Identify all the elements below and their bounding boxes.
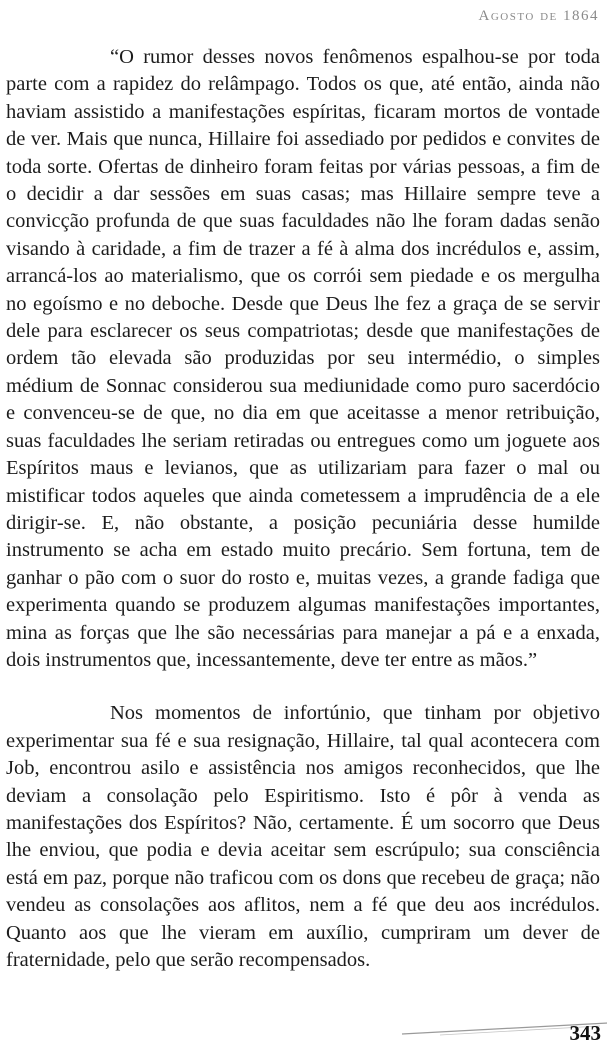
body-paragraph-quote: “O rumor desses novos fenômenos espalhou-se por toda parte com a rapidez do relâmpago. Todos os que, até então, ainda não haviam assistido a manifestações espíritas, ficaram mortos de vontade de ver. Mais que nunca, Hillaire foi assediado por pedidos e convites de toda sorte. Ofertas de dinheiro foram feitas por várias pessoas, a fim de o decidir a dar sessões em suas casas; mas Hillaire sempre teve a convicção profunda de que suas faculdades não lhe foram dadas senão visando à caridade, a fim de trazer a fé à alma dos incrédulos e, assim, arrancá-los ao materialismo, que os corrói sem piedade e os mergulha no egoísmo e no deboche. Desde que Deus lhe fez a graça de se servir dele para esclarecer os seus compatriotas; desde que manifestações de ordem tão elevada são produzidas por seu intermédio, o simples médium de Sonnac considerou sua mediunidade como puro sacerdócio e convenceu-se de que, no dia em que aceitasse a menor retribuição, suas faculdades lhe seriam retiradas ou entregues como um joguete aos Espíritos maus e levianos, que as utilizariam para fazer o mal ou mistificar todos aqueles que ainda cometessem a imprudência de a ele dirigir-se. E, não obstante, a posição pecuniária desse humilde instrumento se acha em estado muito precário. Sem fortuna, tem de ganhar o pão com o suor do rosto e, muitas vezes, a grande fadiga que experimenta quando se produzem algumas manifestações importantes, mina as forças que lhe são necessárias para manejar a pá e a enxada, dois instrumentos que, incessantemente, deve ter entre as mãos.” bbox=[6, 46, 600, 671]
page-number: 343 bbox=[569, 1021, 601, 1045]
page-body bbox=[6, 44, 600, 974]
running-header: Agosto de 1864 bbox=[478, 8, 599, 24]
body-paragraph-commentary: Nos momentos de infortúnio, que tinham por objetivo experimentar sua fé e sua resignação, Hillaire, tal qual acontecera com Job, encontrou asilo e assistência nos amigos reconhecidos, que lhe deviam a consolação pelo Espiritismo. Isto é pôr à venda as manifestações dos Espíritos? Não, certamente. É um socorro que Deus lhe enviou, que podia e devia aceitar sem escrúpulo; sua consciência está em paz, porque não traficou com os dons que recebeu de graça; não vendeu as consolações aos aflitos, nem a fé que deu aos incrédulos. Quanto aos que lhe vieram em auxílio, cumpriram um dever de fraternidade, pelo que serão recompensados. bbox=[6, 702, 600, 971]
